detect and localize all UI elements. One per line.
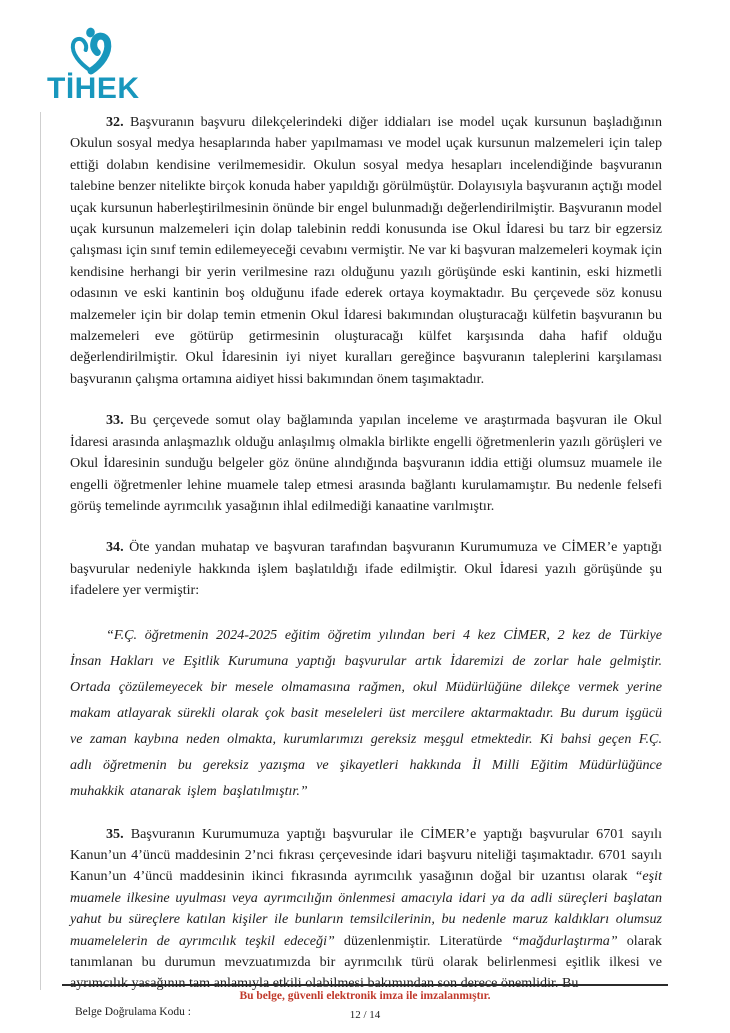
text-run: 32. <box>106 114 131 130</box>
paragraph-2 <box>70 410 662 517</box>
text-run: 34. <box>106 539 130 556</box>
text-run: Bu çerçevede somut olay bağlamında yapılan inceleme ve araştırmada başvuran ile Okul İdaresi arasında anlaşmazlık olduğu anlaşılmış olmakla birlikte engelli öğretmenlerin yazılı görüşleri ve Okul İdaresinin sunduğu belgeler göz önüne alındığında başvuranın iddia ettiği olumsuz muamele ile engelli öğretmenler lehine muamele talep etmesi arasında bağlantı kurulamamıştır. Bu nedenle felsefi görüş temelinde ayrımcılık yasağının ihlal edilmediği kanaatine varılmıştır. <box>70 412 663 514</box>
verification-code-label: Belge Doğrulama Kodu : <box>75 1006 191 1018</box>
text-run: “mağdurlaştırma” <box>511 932 618 949</box>
text-run: olarak tanımlanan bu durumun mevzuatımızda bir ayrımcılık türü olarak belirlenmesi eşitlik ilkesi ve ayrımcılık yasağının tam anlamıyla etkili olabilmesi bakımından son derece önemlidir. Bu <box>70 932 662 992</box>
page-number: 12 / 14 <box>349 1009 381 1021</box>
text-run: 35. <box>106 825 131 842</box>
paragraph-4 <box>70 622 662 804</box>
tihek-logo <box>47 26 157 104</box>
tihek-heart-icon <box>65 26 119 76</box>
paragraph-3 <box>70 537 662 601</box>
footer-separator <box>62 984 668 986</box>
text-run: 33. <box>106 412 131 429</box>
text-run: “F.Ç. öğretmenin 2024-2025 eğitim öğretim yılından beri 4 kez CİMER, 2 kez de Türkiye İnsan Hakları ve Eşitlik Kurumuna yaptığı başvurular artık İdaremizi de zorlar hale gelmiştir. Ortada çözülemeyecek bir mesele olmamasına rağmen, okul Müdürlüğüne dilekçe vermek yerine makam atlayarak sürekli olarak çok basit meseleleri üst mercilere aktarmaktadır. Bu durum işgücü ve zaman kaybına neden olmakta, kurumlarımızı gereksiz meşgul etmektedir. Ki bahsi geçen F.Ç. adlı öğretmenin bu gereksiz yazışma ve şikayetleri hakkında İl Milli Eğitim Müdürlüğünce muhakkik atanarak işlem başlatılmıştır.” <box>70 626 662 799</box>
paragraph-5 <box>70 824 662 995</box>
text-run: düzenlenmiştir. Literatürde <box>334 932 512 949</box>
text-run: Başvuranın başvuru dilekçelerindeki diğer iddiaları ise model uçak kursunun başladığının Okulun sosyal medya hesaplarında haber yapılmaması ve model uçak kursunun malzemeleri için talep ettiği dolabın kendisine verilmemesidir. Okulun sosyal medya hesapları incelendiğinde başvuranın talebine benzer nitelikte birçok konuda haber yapıldığı görülmüştür. Dolayısıyla başvuranın açtığı model uçak kursunun haberleştirilmesinin önünde bir engel bulunmadığı değerlendirilmiştir. Başvuranın model uçak kursunun malzemeleri için dolap talebinin reddi konusunda ise Okul İdaresi bu tarz bir egzersiz çalışması için sınıf temin edilemeyeceği cevabını vermiştir. Ne var ki başvuran malzemeleri koymak için kendisine herhangi bir yerin verilmesine razı olduğunu yazılı görüşünde eski kantinin, eski hizmetli odasının ve eski kantinin boş olduğunu ifade ederek ortaya koymaktadır. Bu çerçevede söz konusu malzemeler için bir dolap temin etmenin Okul İdaresi bakımından oluşturacağı külfetin başvuranın bu malzemeleri eve götürüp getirmesinin oluşturacağı külfet karşısında daha hafif olduğu değerlendirilmiştir. Okul İdaresinin iyi niyet kuralları gereğince başvuranın taleplerini karşılaması başvuranın çalışma ortamına aidiyet hissi bakımından önem taşımaktadır. <box>70 114 663 387</box>
logo-text: TİHEK <box>47 72 140 105</box>
paragraph-1 <box>70 112 662 390</box>
signature-notice: Bu belge, güvenli elektronik imza ile imzalanmıştır. <box>239 990 491 1002</box>
document-body <box>70 112 662 1015</box>
text-run: Öte yandan muhatap ve başvuran tarafından başvuranın Kurumumuza ve CİMER’e yaptığı başvurular nedeniyle hakkında işlem başlatıldığı ifade edilmiştir. Okul İdaresi yazılı görüşünde şu ifadelere yer vermiştir: <box>70 539 663 599</box>
scan-artifact-line <box>40 112 41 990</box>
text-run: Başvuranın Kurumumuza yaptığı başvurular ile CİMER’e yaptığı başvurular 6701 sayılı Kanun’un 4’üncü maddesinin 2’nci fıkrası çerçevesinde idari başvuru niteliği taşımaktadır. 6701 sayılı Kanun’un 4’üncü maddesinin ikinci fıkrasında ayrımcılık yasağının doğal bir uzantısı olarak <box>70 825 662 885</box>
text-run: “eşit muamele ilkesine uyulması veya ayrımcılığın önlenmesi amacıyla idari ya da adli süreçleri başlatan yahut bu süreçlere katılan kişiler ile bunların temsilcilerinin, bu nedenle maruz kaldıkları olumsuz muamelelerin de ayrımcılık teşkil edeceği” <box>70 868 662 949</box>
